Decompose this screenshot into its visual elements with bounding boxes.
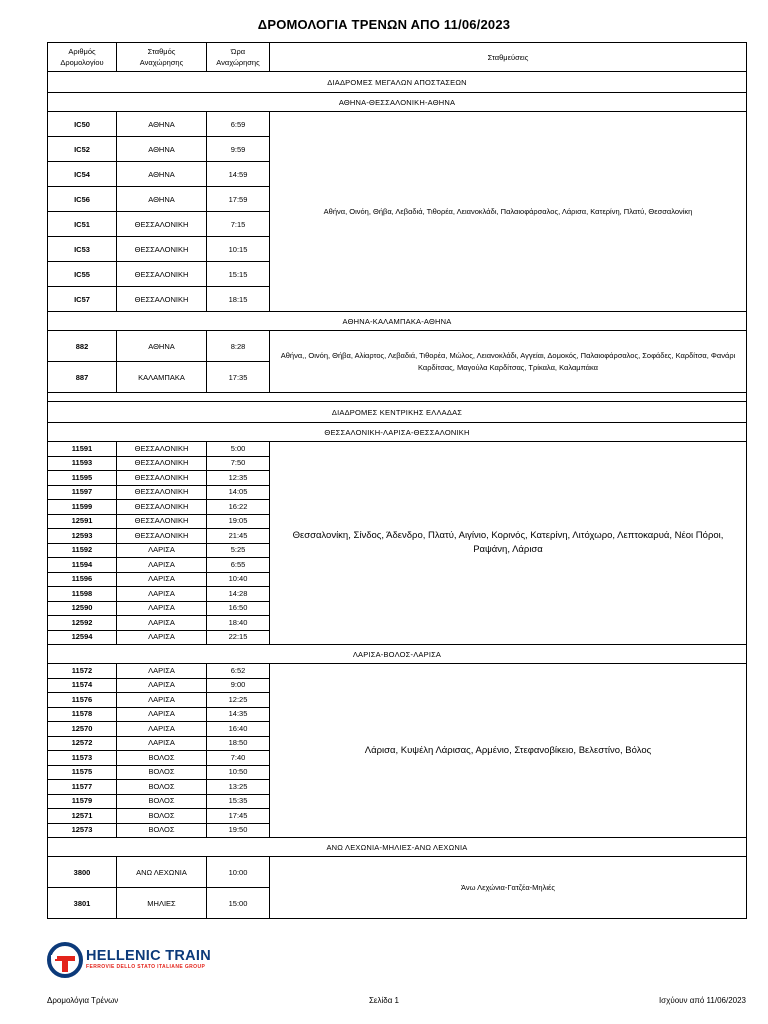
departure-time: 14:59 (207, 162, 270, 187)
departure-time: 7:50 (207, 456, 270, 471)
train-number: 11599 (48, 500, 117, 515)
train-row (48, 857, 747, 888)
header-station-line2: Αναχώρησης (139, 58, 184, 67)
departure-time: 10:15 (207, 237, 270, 262)
train-number: 11596 (48, 572, 117, 587)
departure-station: ΒΟΛΟΣ (117, 823, 207, 838)
departure-station: ΛΑΡΙΣΑ (117, 572, 207, 587)
train-number: IC53 (48, 237, 117, 262)
section-title: ΔΙΑΔΡΟΜΕΣ ΜΕΓΑΛΩΝ ΑΠΟΣΤΑΣΕΩΝ (48, 72, 747, 93)
footer-right: Ισχύουν από 11/06/2023 (658, 996, 746, 1005)
departure-station: ΒΟΛΟΣ (117, 794, 207, 809)
header-number (48, 43, 117, 72)
departure-station: ΛΑΡΙΣΑ (117, 558, 207, 573)
route-title-row (48, 312, 747, 331)
departure-time: 17:59 (207, 187, 270, 212)
route-stops: Θεσσαλονίκη, Σίνδος, Άδενδρο, Πλατύ, Αιγίνιο, Κορινός, Κατερίνη, Λιτόχωρο, Λεπτοκαρυά, Νέοι Πόροι, Ραψάνη, Λάρισα (270, 442, 747, 645)
train-number: 11574 (48, 678, 117, 693)
logo-subtitle: FERROVIE DELLO STATO ITALIANE GROUP (86, 964, 206, 970)
route-title: ΑΝΩ ΛΕΧΩΝΙΑ-ΜΗΛΙΕΣ-ΑΝΩ ΛΕΧΩΝΙΑ (48, 838, 747, 857)
departure-station: ΘΕΣΣΑΛΟΝΙΚΗ (117, 500, 207, 515)
route-title: ΑΘΗΝΑ-ΚΑΛΑΜΠΑΚΑ-ΑΘΗΝΑ (48, 312, 747, 331)
header-time (207, 43, 270, 72)
departure-station: ΛΑΡΙΣΑ (117, 616, 207, 631)
departure-time: 7:15 (207, 212, 270, 237)
train-number: IC52 (48, 137, 117, 162)
footer-page: Σελίδα 1 (368, 996, 400, 1005)
departure-time: 14:35 (207, 707, 270, 722)
train-number: 12590 (48, 601, 117, 616)
departure-time: 22:15 (207, 630, 270, 645)
section-title: ΔΙΑΔΡΟΜΕΣ ΚΕΝΤΡΙΚΗΣ ΕΛΛΑΔΑΣ (48, 402, 747, 423)
departure-station: ΘΕΣΣΑΛΟΝΙΚΗ (117, 471, 207, 486)
train-row (48, 664, 747, 679)
train-number: 11591 (48, 442, 117, 457)
departure-station: ΛΑΡΙΣΑ (117, 601, 207, 616)
train-number: 11572 (48, 664, 117, 679)
train-number: IC54 (48, 162, 117, 187)
departure-time: 16:40 (207, 722, 270, 737)
departure-time: 15:00 (207, 888, 270, 919)
train-number: 12572 (48, 736, 117, 751)
schedule-table (47, 42, 747, 919)
departure-station: ΘΕΣΣΑΛΟΝΙΚΗ (117, 485, 207, 500)
train-number: 11576 (48, 693, 117, 708)
departure-time: 16:50 (207, 601, 270, 616)
departure-time: 9:59 (207, 137, 270, 162)
header-number-line1: Αριθμός (68, 47, 96, 56)
train-number: 12573 (48, 823, 117, 838)
route-title-row (48, 93, 747, 112)
train-row (48, 442, 747, 457)
departure-time: 13:25 (207, 780, 270, 795)
header-station (117, 43, 207, 72)
route-title: ΘΕΣΣΑΛΟΝΙΚΗ-ΛΑΡΙΣΑ-ΘΕΣΣΑΛΟΝΙΚΗ (48, 423, 747, 442)
train-number: IC55 (48, 262, 117, 287)
train-number: 11578 (48, 707, 117, 722)
train-number: 11575 (48, 765, 117, 780)
train-row (48, 112, 747, 137)
train-number: 11593 (48, 456, 117, 471)
route-title-row (48, 645, 747, 664)
route-title-row (48, 838, 747, 857)
departure-time: 18:15 (207, 287, 270, 312)
page-title: ΔΡΟΜΟΛΟΓΙΑ ΤΡΕΝΩΝ ΑΠΟ 11/06/2023 (257, 17, 511, 32)
departure-time: 10:50 (207, 765, 270, 780)
footer-left: Δρομολόγια Τρένων (47, 996, 119, 1005)
departure-time: 21:45 (207, 529, 270, 544)
departure-time: 8:28 (207, 331, 270, 362)
departure-station: ΒΟΛΟΣ (117, 809, 207, 824)
train-number: IC56 (48, 187, 117, 212)
departure-station: ΛΑΡΙΣΑ (117, 736, 207, 751)
train-number: 12571 (48, 809, 117, 824)
departure-station: ΘΕΣΣΑΛΟΝΙΚΗ (117, 212, 207, 237)
departure-station: ΒΟΛΟΣ (117, 765, 207, 780)
departure-time: 9:00 (207, 678, 270, 693)
section-spacer (48, 393, 747, 402)
header-row (48, 43, 747, 72)
train-number: IC51 (48, 212, 117, 237)
departure-station: ΘΕΣΣΑΛΟΝΙΚΗ (117, 514, 207, 529)
departure-time: 14:05 (207, 485, 270, 500)
departure-station: ΘΕΣΣΑΛΟΝΙΚΗ (117, 529, 207, 544)
departure-station: ΛΑΡΙΣΑ (117, 722, 207, 737)
schedule-body (48, 72, 747, 919)
departure-station: ΑΘΗΝΑ (117, 331, 207, 362)
train-number: 12592 (48, 616, 117, 631)
departure-time: 10:40 (207, 572, 270, 587)
departure-time: 12:35 (207, 471, 270, 486)
train-number: 11579 (48, 794, 117, 809)
departure-time: 17:45 (207, 809, 270, 824)
departure-time: 5:25 (207, 543, 270, 558)
train-number: 882 (48, 331, 117, 362)
train-number: 12570 (48, 722, 117, 737)
train-number: IC57 (48, 287, 117, 312)
route-title: ΛΑΡΙΣΑ-ΒΟΛΟΣ-ΛΑΡΙΣΑ (48, 645, 747, 664)
departure-time: 18:40 (207, 616, 270, 631)
departure-time: 14:28 (207, 587, 270, 602)
train-number: 11595 (48, 471, 117, 486)
departure-station: ΘΕΣΣΑΛΟΝΙΚΗ (117, 237, 207, 262)
departure-time: 18:50 (207, 736, 270, 751)
logo-name: HELLENIC TRAIN (86, 948, 212, 964)
header-time-line2: Αναχώρησης (216, 58, 260, 67)
departure-time: 7:40 (207, 751, 270, 766)
hellenic-train-logo-icon (47, 942, 83, 978)
departure-station: ΒΟΛΟΣ (117, 751, 207, 766)
train-number: 12591 (48, 514, 117, 529)
train-number: 11592 (48, 543, 117, 558)
train-number: 3800 (48, 857, 117, 888)
header-number-line2: Δρομολογίου (60, 58, 104, 67)
departure-station: ΜΗΛΙΕΣ (117, 888, 207, 919)
departure-station: ΑΘΗΝΑ (117, 187, 207, 212)
departure-station: ΛΑΡΙΣΑ (117, 693, 207, 708)
departure-time: 6:55 (207, 558, 270, 573)
departure-station: ΑΘΗΝΑ (117, 112, 207, 137)
header-stops: Σταθμεύσεις (270, 43, 747, 72)
departure-station: ΒΟΛΟΣ (117, 780, 207, 795)
train-number: 3801 (48, 888, 117, 919)
route-stops: Αθήνα,, Οινόη, Θήβα, Αλίαρτος, Λεβαδιά, Τιθορέα, Μώλος, Λειανοκλάδι, Αγγείαι, Δομοκός, Παλαιοφάρσαλος, Σοφάδες, Καρδίτσα, Φανάρι Καρδίτσας, Μαγούλα Καρδίτσας, Τρίκαλα, Καλαμπάκα (270, 331, 747, 393)
departure-time: 19:05 (207, 514, 270, 529)
route-stops: Άνω Λεχώνια-Γατζέα-Μηλιές (270, 857, 747, 919)
departure-time: 16:22 (207, 500, 270, 515)
departure-time: 15:35 (207, 794, 270, 809)
departure-time: 19:50 (207, 823, 270, 838)
departure-station: ΛΑΡΙΣΑ (117, 664, 207, 679)
departure-station: ΘΕΣΣΑΛΟΝΙΚΗ (117, 442, 207, 457)
train-number: 11598 (48, 587, 117, 602)
departure-station: ΘΕΣΣΑΛΟΝΙΚΗ (117, 456, 207, 471)
train-number: 11594 (48, 558, 117, 573)
train-number: 11573 (48, 751, 117, 766)
route-stops: Αθήνα, Οινόη, Θήβα, Λεβαδιά, Τιθορέα, Λειανοκλάδι, Παλαιοφάρσαλος, Λάρισα, Κατερίνη, Πλατύ, Θεσσαλονίκη (270, 112, 747, 312)
departure-station: ΑΝΩ ΛΕΧΩΝΙΑ (117, 857, 207, 888)
departure-station: ΛΑΡΙΣΑ (117, 587, 207, 602)
hellenic-train-logo (47, 942, 211, 978)
train-number: 12593 (48, 529, 117, 544)
departure-station: ΛΑΡΙΣΑ (117, 630, 207, 645)
departure-time: 6:52 (207, 664, 270, 679)
train-number: 11577 (48, 780, 117, 795)
route-stops: Λάρισα, Κυψέλη Λάρισας, Αρμένιο, Στεφανοβίκειο, Βελεστίνο, Βόλος (270, 664, 747, 838)
departure-station: ΑΘΗΝΑ (117, 137, 207, 162)
section-title-row (48, 402, 747, 423)
route-title: ΑΘΗΝΑ-ΘΕΣΣΑΛΟΝΙΚΗ-ΑΘΗΝΑ (48, 93, 747, 112)
header-station-line1: Σταθμός (147, 47, 176, 56)
route-title-row (48, 423, 747, 442)
departure-time: 6:59 (207, 112, 270, 137)
train-row (48, 331, 747, 362)
departure-time: 10:00 (207, 857, 270, 888)
departure-station: ΛΑΡΙΣΑ (117, 707, 207, 722)
departure-station: ΑΘΗΝΑ (117, 162, 207, 187)
train-number: IC50 (48, 112, 117, 137)
departure-station: ΚΑΛΑΜΠΑΚΑ (117, 362, 207, 393)
departure-station: ΘΕΣΣΑΛΟΝΙΚΗ (117, 262, 207, 287)
departure-station: ΘΕΣΣΑΛΟΝΙΚΗ (117, 287, 207, 312)
departure-station: ΛΑΡΙΣΑ (117, 678, 207, 693)
departure-time: 12:25 (207, 693, 270, 708)
header-time-line1: Ώρα (230, 47, 246, 56)
departure-station: ΛΑΡΙΣΑ (117, 543, 207, 558)
departure-time: 5:00 (207, 442, 270, 457)
departure-time: 17:35 (207, 362, 270, 393)
train-number: 887 (48, 362, 117, 393)
train-number: 12594 (48, 630, 117, 645)
train-number: 11597 (48, 485, 117, 500)
section-spacer-cell (48, 393, 747, 402)
departure-time: 15:15 (207, 262, 270, 287)
section-title-row (48, 72, 747, 93)
